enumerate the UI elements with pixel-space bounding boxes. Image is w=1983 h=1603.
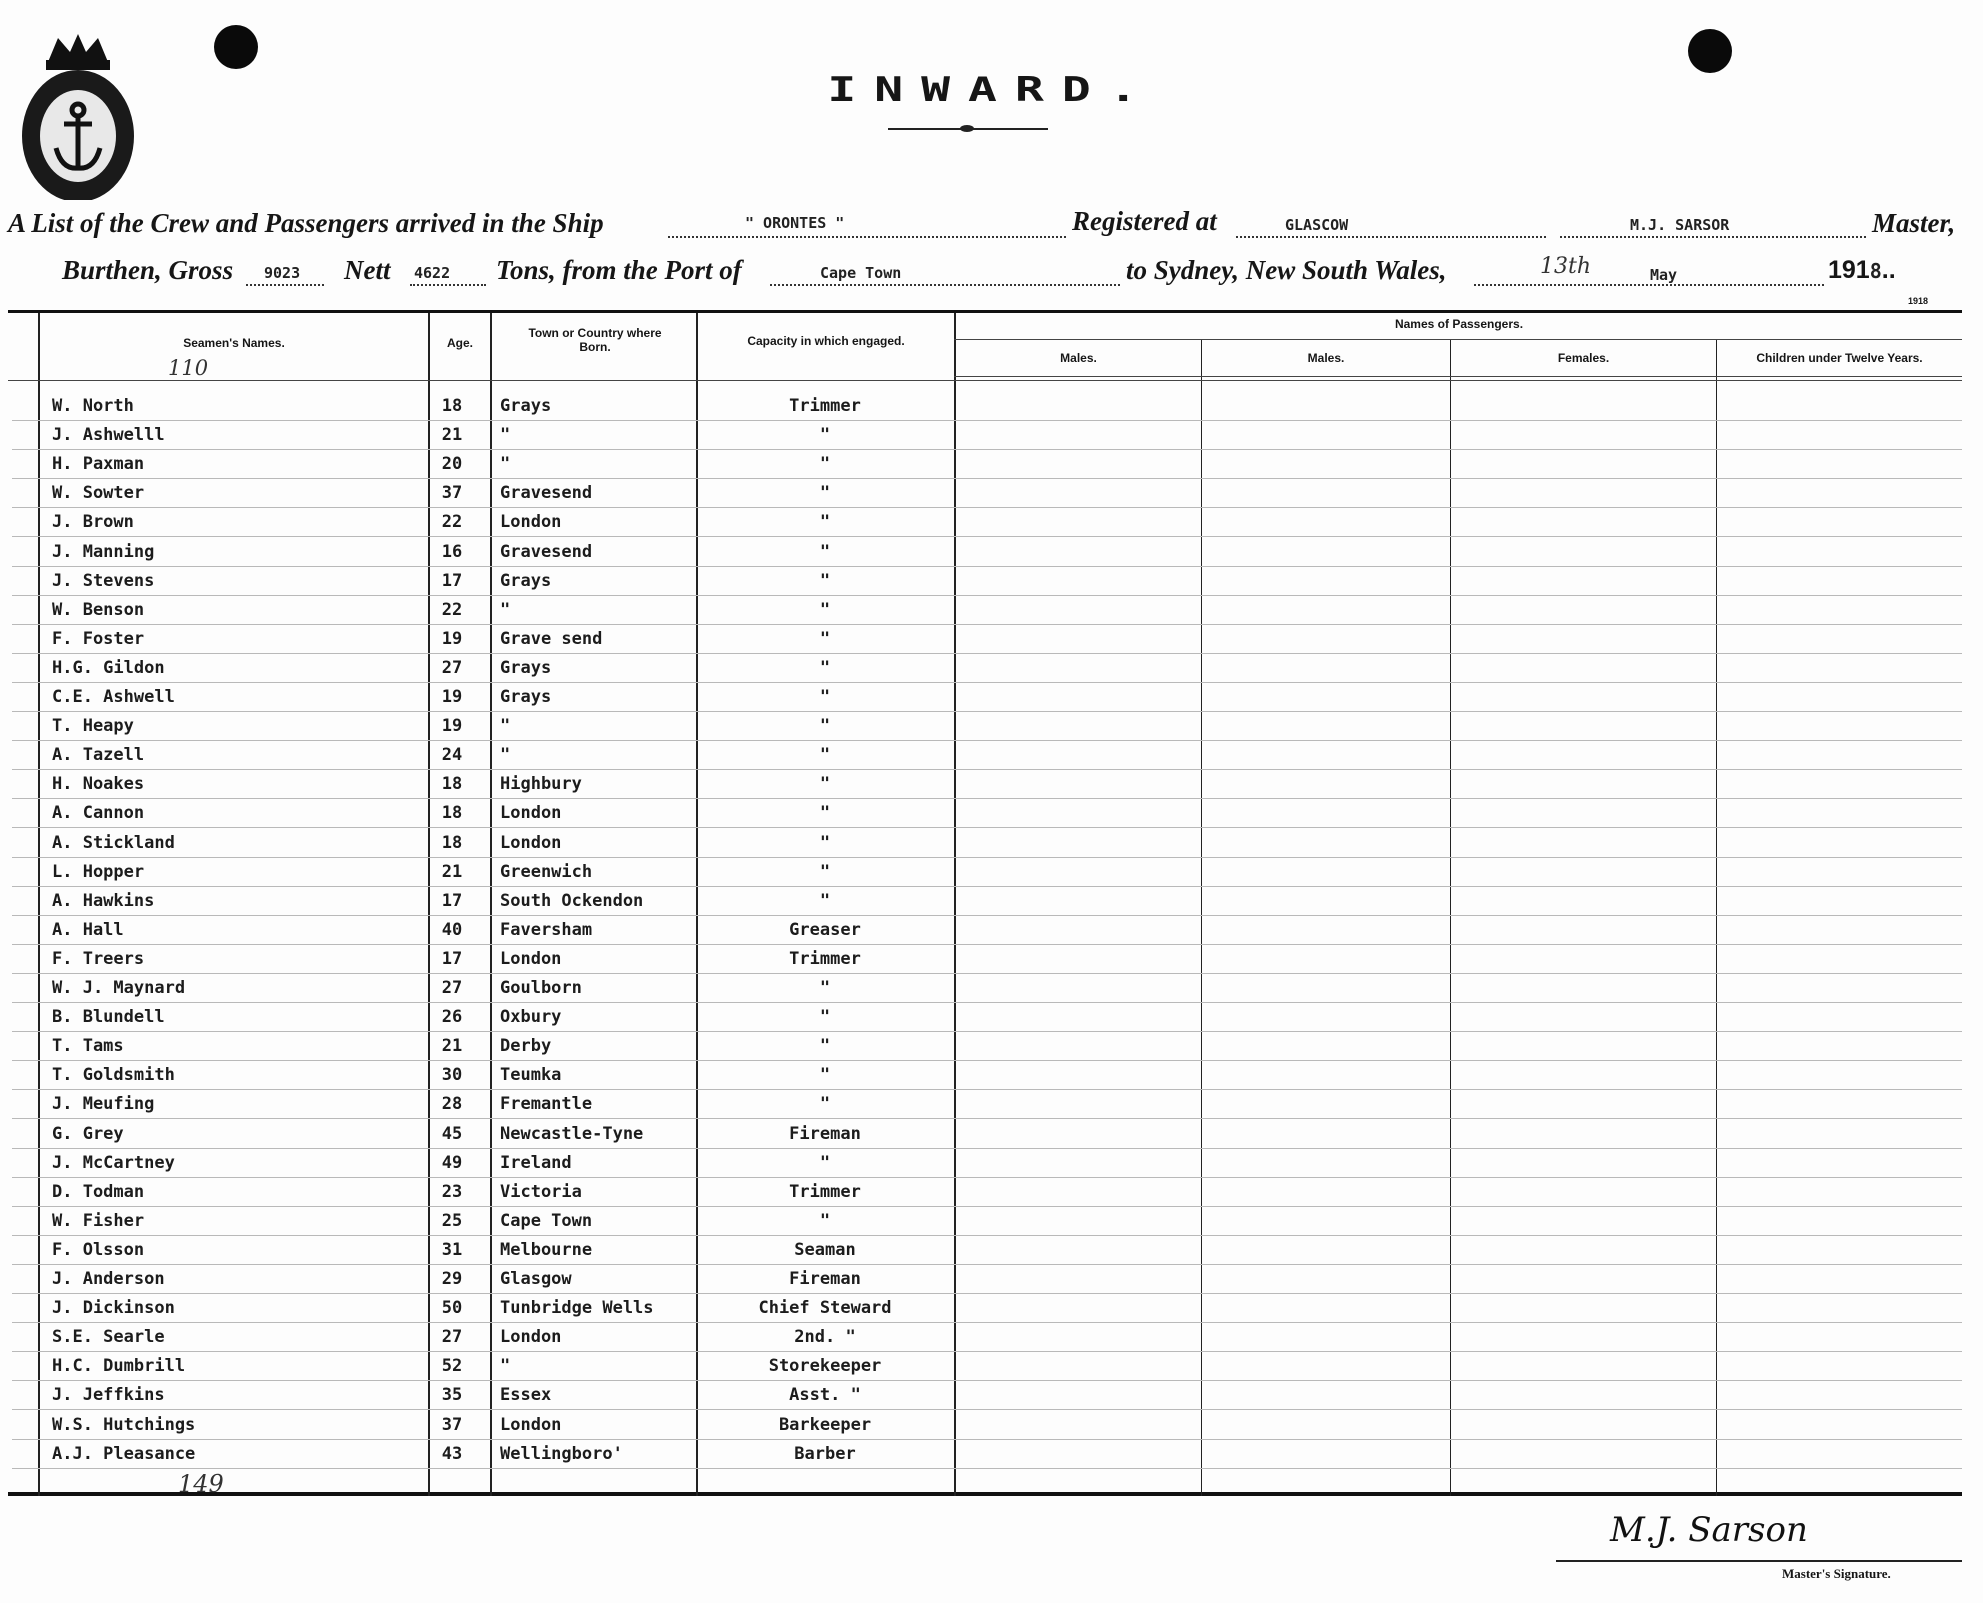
crew-birthplace: " (500, 454, 511, 474)
crew-age: 24 (441, 745, 463, 765)
crew-name: A. Stickland (52, 833, 175, 853)
gross-tonnage: 9023 (264, 264, 301, 282)
crew-capacity: " (819, 891, 831, 911)
crew-age: 19 (441, 629, 463, 649)
crew-name: H.C. Dumbrill (52, 1356, 186, 1376)
punch-hole-right (1688, 29, 1732, 73)
table-row (0, 1007, 1983, 1036)
to-sydney-label: to Sydney, New South Wales, (1126, 255, 1447, 285)
crew-birthplace: Melbourne (500, 1240, 593, 1260)
crew-age: 18 (441, 803, 463, 823)
crew-name: J. Jeffkins (52, 1385, 165, 1405)
table-row (0, 454, 1983, 483)
crew-name: G. Grey (52, 1124, 124, 1144)
crew-capacity: " (819, 1036, 831, 1056)
crew-birthplace: Grays (500, 571, 552, 591)
nett-label: Nett (344, 255, 391, 285)
nett-tonnage: 4622 (414, 264, 451, 282)
master-name-dots (1560, 234, 1866, 238)
crew-count-bottom: 149 (178, 1470, 224, 1498)
crew-age: 30 (441, 1065, 463, 1085)
crew-age: 18 (441, 396, 463, 416)
crew-age: 27 (441, 978, 463, 998)
crew-name: J. Manning (52, 542, 155, 562)
table-row (0, 1124, 1983, 1153)
crew-age: 45 (441, 1124, 463, 1144)
crew-capacity: " (819, 571, 831, 591)
crew-name: W. Sowter (52, 483, 145, 503)
table-row (0, 1444, 1983, 1473)
crew-birthplace: Derby (500, 1036, 552, 1056)
crew-birthplace: Oxbury (500, 1007, 562, 1027)
crew-capacity: " (819, 454, 831, 474)
crew-age: 22 (441, 512, 463, 532)
master-signature: M.J. Sarson (1610, 1510, 1808, 1550)
column-header-name: Seamen's Names. (183, 336, 285, 350)
port-from-dots (770, 282, 1120, 286)
crew-name: J. Dickinson (52, 1298, 175, 1318)
ship-name-dots (668, 234, 1066, 238)
crew-capacity: Greaser (789, 920, 861, 940)
crew-name: S.E. Searle (52, 1327, 165, 1347)
table-row (0, 833, 1983, 862)
crew-capacity: " (819, 1153, 831, 1173)
crew-birthplace: Essex (500, 1385, 552, 1405)
crew-name: W. North (52, 396, 134, 416)
crew-birthplace: " (500, 716, 511, 736)
crew-age: 25 (441, 1211, 463, 1231)
table-row (0, 571, 1983, 600)
crew-name: H.G. Gildon (52, 658, 165, 678)
crew-name: B. Blundell (52, 1007, 165, 1027)
burthen-label: Burthen, Gross (62, 255, 234, 285)
table-row (0, 920, 1983, 949)
table-row (0, 978, 1983, 1007)
table-row (0, 803, 1983, 832)
crew-birthplace: Grays (500, 658, 552, 678)
crew-age: 27 (441, 1327, 463, 1347)
table-row (0, 542, 1983, 571)
date-dots (1474, 282, 1824, 286)
crew-birthplace: " (500, 600, 511, 620)
crew-birthplace: Highbury (500, 774, 582, 794)
crew-name: F. Treers (52, 949, 145, 969)
master-name: M.J. SARSOR (1630, 216, 1730, 234)
crew-age: 29 (441, 1269, 463, 1289)
crew-name: J. Stevens (52, 571, 155, 591)
title-ornament (960, 125, 974, 132)
crew-capacity: Trimmer (789, 949, 861, 969)
crew-birthplace: Fremantle (500, 1094, 593, 1114)
signature-label: Master's Signature. (1782, 1566, 1891, 1581)
crew-capacity: Trimmer (789, 396, 861, 416)
master-label: Master, (1872, 208, 1956, 238)
crew-birthplace: London (500, 803, 562, 823)
arrival-day: 13th (1540, 254, 1592, 279)
column-header-males-2: Males. (1307, 351, 1345, 365)
crew-age: 21 (441, 425, 463, 445)
crew-name: L. Hopper (52, 862, 145, 882)
crew-name: W. Benson (52, 600, 145, 620)
crew-name: J. Meufing (52, 1094, 155, 1114)
column-header-males-1: Males. (1060, 351, 1097, 365)
crew-birthplace: Grays (500, 396, 552, 416)
header-bottom-rule (8, 380, 1962, 381)
table-row (0, 483, 1983, 512)
crew-birthplace: Cape Town (500, 1211, 593, 1231)
crew-name: F. Foster (52, 629, 145, 649)
crew-birthplace: " (500, 425, 511, 445)
crew-age: 31 (441, 1240, 463, 1260)
column-header-females: Females. (1557, 351, 1610, 365)
crew-capacity: Seaman (794, 1240, 856, 1260)
table-row (0, 774, 1983, 803)
table-row (0, 512, 1983, 541)
crew-birthplace: Teumka (500, 1065, 562, 1085)
crew-age: 17 (441, 949, 463, 969)
nett-dots (410, 282, 486, 286)
crew-capacity: " (819, 425, 831, 445)
crew-capacity: Fireman (789, 1124, 861, 1144)
crew-age: 35 (441, 1385, 463, 1405)
crew-capacity: " (819, 1065, 831, 1085)
crew-capacity: " (819, 687, 831, 707)
table-row (0, 1211, 1983, 1240)
crew-name: J. Anderson (52, 1269, 165, 1289)
crew-age: 27 (441, 658, 463, 678)
crew-birthplace: Goulborn (500, 978, 582, 998)
crew-name: A. Hawkins (52, 891, 155, 911)
crew-capacity: Fireman (789, 1269, 861, 1289)
crew-birthplace: Victoria (500, 1182, 582, 1202)
crew-capacity: " (819, 833, 831, 853)
crew-name: A. Hall (52, 920, 124, 940)
table-row (0, 629, 1983, 658)
crew-birthplace: " (500, 1356, 511, 1376)
crew-birthplace: Ireland (500, 1153, 572, 1173)
table-row (0, 1327, 1983, 1356)
table-row (0, 1415, 1983, 1444)
crew-capacity: Barkeeper (778, 1415, 872, 1435)
crew-age: 50 (441, 1298, 463, 1318)
list-heading: A List of the Crew and Passengers arrived in the Ship (8, 208, 604, 238)
crew-capacity: " (819, 483, 831, 503)
crew-birthplace: Greenwich (500, 862, 593, 882)
crew-age: 20 (441, 454, 463, 474)
crew-age: 17 (441, 571, 463, 591)
arrival-year: 1918.. (1828, 256, 1896, 284)
crew-name: A.J. Pleasance (52, 1444, 196, 1464)
crew-capacity: " (819, 1211, 831, 1231)
crew-capacity: " (819, 716, 831, 736)
table-row (0, 1240, 1983, 1269)
table-row (0, 1153, 1983, 1182)
arrival-month: May (1650, 266, 1678, 284)
crew-capacity: " (819, 512, 831, 532)
registered-port-dots (1236, 234, 1546, 238)
tons-from-port-label: Tons, from the Port of (496, 255, 742, 285)
table-row (0, 716, 1983, 745)
table-row (0, 658, 1983, 687)
crew-age: 19 (441, 687, 463, 707)
registered-label: Registered at (1072, 206, 1217, 236)
crew-birthplace: Gravesend (500, 542, 593, 562)
table-row (0, 1094, 1983, 1123)
table-row (0, 1182, 1983, 1211)
table-row (0, 687, 1983, 716)
table-row (0, 1269, 1983, 1298)
crew-birthplace: Gravesend (500, 483, 593, 503)
crew-birthplace: Newcastle-Tyne (500, 1124, 644, 1144)
crew-birthplace: " (500, 745, 511, 765)
table-bottom-border (8, 1492, 1962, 1496)
crew-capacity: " (819, 658, 831, 678)
crew-capacity: " (819, 774, 831, 794)
gross-dots (246, 282, 324, 286)
crew-age: 18 (441, 774, 463, 794)
crew-capacity: " (819, 1007, 831, 1027)
crew-age: 23 (441, 1182, 463, 1202)
registered-port: GLASCOW (1285, 216, 1349, 234)
crew-birthplace: Faversham (500, 920, 593, 940)
crew-age: 17 (441, 891, 463, 911)
crew-age: 21 (441, 1036, 463, 1056)
crew-age: 43 (441, 1444, 463, 1464)
crew-age: 37 (441, 483, 463, 503)
crew-name: J. Ashwelll (52, 425, 165, 445)
port-from: Cape Town (820, 264, 902, 282)
crew-capacity: 2nd. " (794, 1327, 856, 1347)
crew-capacity: " (819, 803, 831, 823)
crew-birthplace: Grave send (500, 629, 603, 649)
crew-birthplace: London (500, 1327, 562, 1347)
crew-name: T. Heapy (52, 716, 134, 736)
crew-name: A. Tazell (52, 745, 145, 765)
crew-name: W. J. Maynard (52, 978, 186, 998)
crew-age: 52 (441, 1356, 463, 1376)
crew-age: 37 (441, 1415, 463, 1435)
crew-age: 16 (441, 542, 463, 562)
crew-name: F. Olsson (52, 1240, 145, 1260)
column-header-capacity: Capacity in which engaged. (747, 334, 905, 348)
crew-capacity: " (819, 600, 831, 620)
table-row (0, 862, 1983, 891)
crew-name: H. Noakes (52, 774, 145, 794)
crew-capacity: Trimmer (789, 1182, 861, 1202)
crew-birthplace: London (500, 949, 562, 969)
column-header-children: Children under Twelve Years. (1756, 351, 1923, 365)
anchor-seal-icon (18, 30, 138, 200)
column-header-passengers: Names of Passengers. (1394, 317, 1524, 331)
ship-name: " ORONTES " (745, 214, 845, 232)
punch-hole-left (214, 25, 258, 69)
crew-capacity: Asst. " (789, 1385, 861, 1405)
table-row (0, 1036, 1983, 1065)
crew-birthplace: Tunbridge Wells (500, 1298, 654, 1318)
crew-name: D. Todman (52, 1182, 145, 1202)
crew-name: J. Brown (52, 512, 134, 532)
crew-name: T. Goldsmith (52, 1065, 175, 1085)
table-row (0, 891, 1983, 920)
crew-birthplace: Wellingboro' (500, 1444, 623, 1464)
crew-birthplace: Glasgow (500, 1269, 572, 1289)
column-header-rule (954, 376, 1962, 377)
crew-capacity: Storekeeper (768, 1356, 882, 1376)
crew-name: H. Paxman (52, 454, 145, 474)
crew-age: 18 (441, 833, 463, 853)
crew-age: 21 (441, 862, 463, 882)
crew-name: C.E. Ashwell (52, 687, 175, 707)
page-title: INWARD. (827, 70, 1156, 110)
crew-age: 28 (441, 1094, 463, 1114)
crew-name: J. McCartney (52, 1153, 175, 1173)
crew-capacity: " (819, 1094, 831, 1114)
crew-name: W.S. Hutchings (52, 1415, 196, 1435)
crew-capacity: " (819, 542, 831, 562)
table-row (0, 600, 1983, 629)
crew-name: A. Cannon (52, 803, 145, 823)
column-header-age: Age. (446, 336, 473, 350)
crew-age: 49 (441, 1153, 463, 1173)
crew-birthplace: Grays (500, 687, 552, 707)
passengers-subheader-rule (954, 339, 1962, 340)
form-code: 1918 (1908, 296, 1929, 306)
crew-birthplace: London (500, 833, 562, 853)
table-top-border (8, 310, 1962, 313)
column-header-town: Town or Country where Born. (528, 326, 662, 354)
crew-age: 26 (441, 1007, 463, 1027)
crew-name: T. Tams (52, 1036, 124, 1056)
crew-capacity: Chief Steward (758, 1298, 892, 1318)
crew-name: W. Fisher (52, 1211, 145, 1231)
table-row (0, 425, 1983, 454)
crew-birthplace: South Ockendon (500, 891, 644, 911)
crew-capacity: " (819, 978, 831, 998)
table-row (0, 396, 1983, 425)
crew-age: 22 (441, 600, 463, 620)
table-row (0, 1298, 1983, 1327)
crew-capacity: " (819, 629, 831, 649)
crew-birthplace: London (500, 1415, 562, 1435)
table-row (0, 1356, 1983, 1385)
crew-birthplace: London (500, 512, 562, 532)
crew-capacity: " (819, 745, 831, 765)
table-row (0, 949, 1983, 978)
table-row (0, 1385, 1983, 1414)
crew-age: 19 (441, 716, 463, 736)
crew-capacity: " (819, 862, 831, 882)
table-row (0, 745, 1983, 774)
table-row (0, 1065, 1983, 1094)
signature-line (1556, 1560, 1962, 1562)
crew-age: 40 (441, 920, 463, 940)
crew-count-top: 110 (168, 356, 209, 380)
crew-capacity: Barber (794, 1444, 856, 1464)
